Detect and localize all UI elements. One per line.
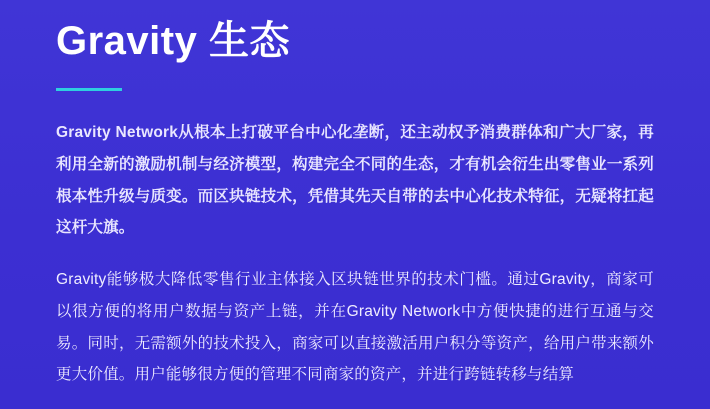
title-underline-divider [56,88,122,91]
body-paragraph-2: Gravity能够极大降低零售行业主体接入区块链世界的技术门槛。通过Gravity，商家可以很方便的将用户数据与资产上链，并在Gravity Network中方便快捷的进行互通与交易。同时，无需额外的技术投入，商家可以直接激活用户积分等资产，给用户带来额外更大价值。用户能够很方便的管理不同商家的资产，并进行跨链转移与结算 [56,271,654,384]
page-title: Gravity 生态 [56,19,290,63]
body-paragraph-1: Gravity Network从根本上打破平台中心化垄断，还主动权予消费群体和广大厂家，再利用全新的激励机制与经济模型，构建完全不同的生态，才有机会衍生出零售业一系列根本性升级与质变。而区块链技术，凭借其先天自带的去中心化技术特征，无疑将扛起这杆大旗。 [56,124,654,237]
